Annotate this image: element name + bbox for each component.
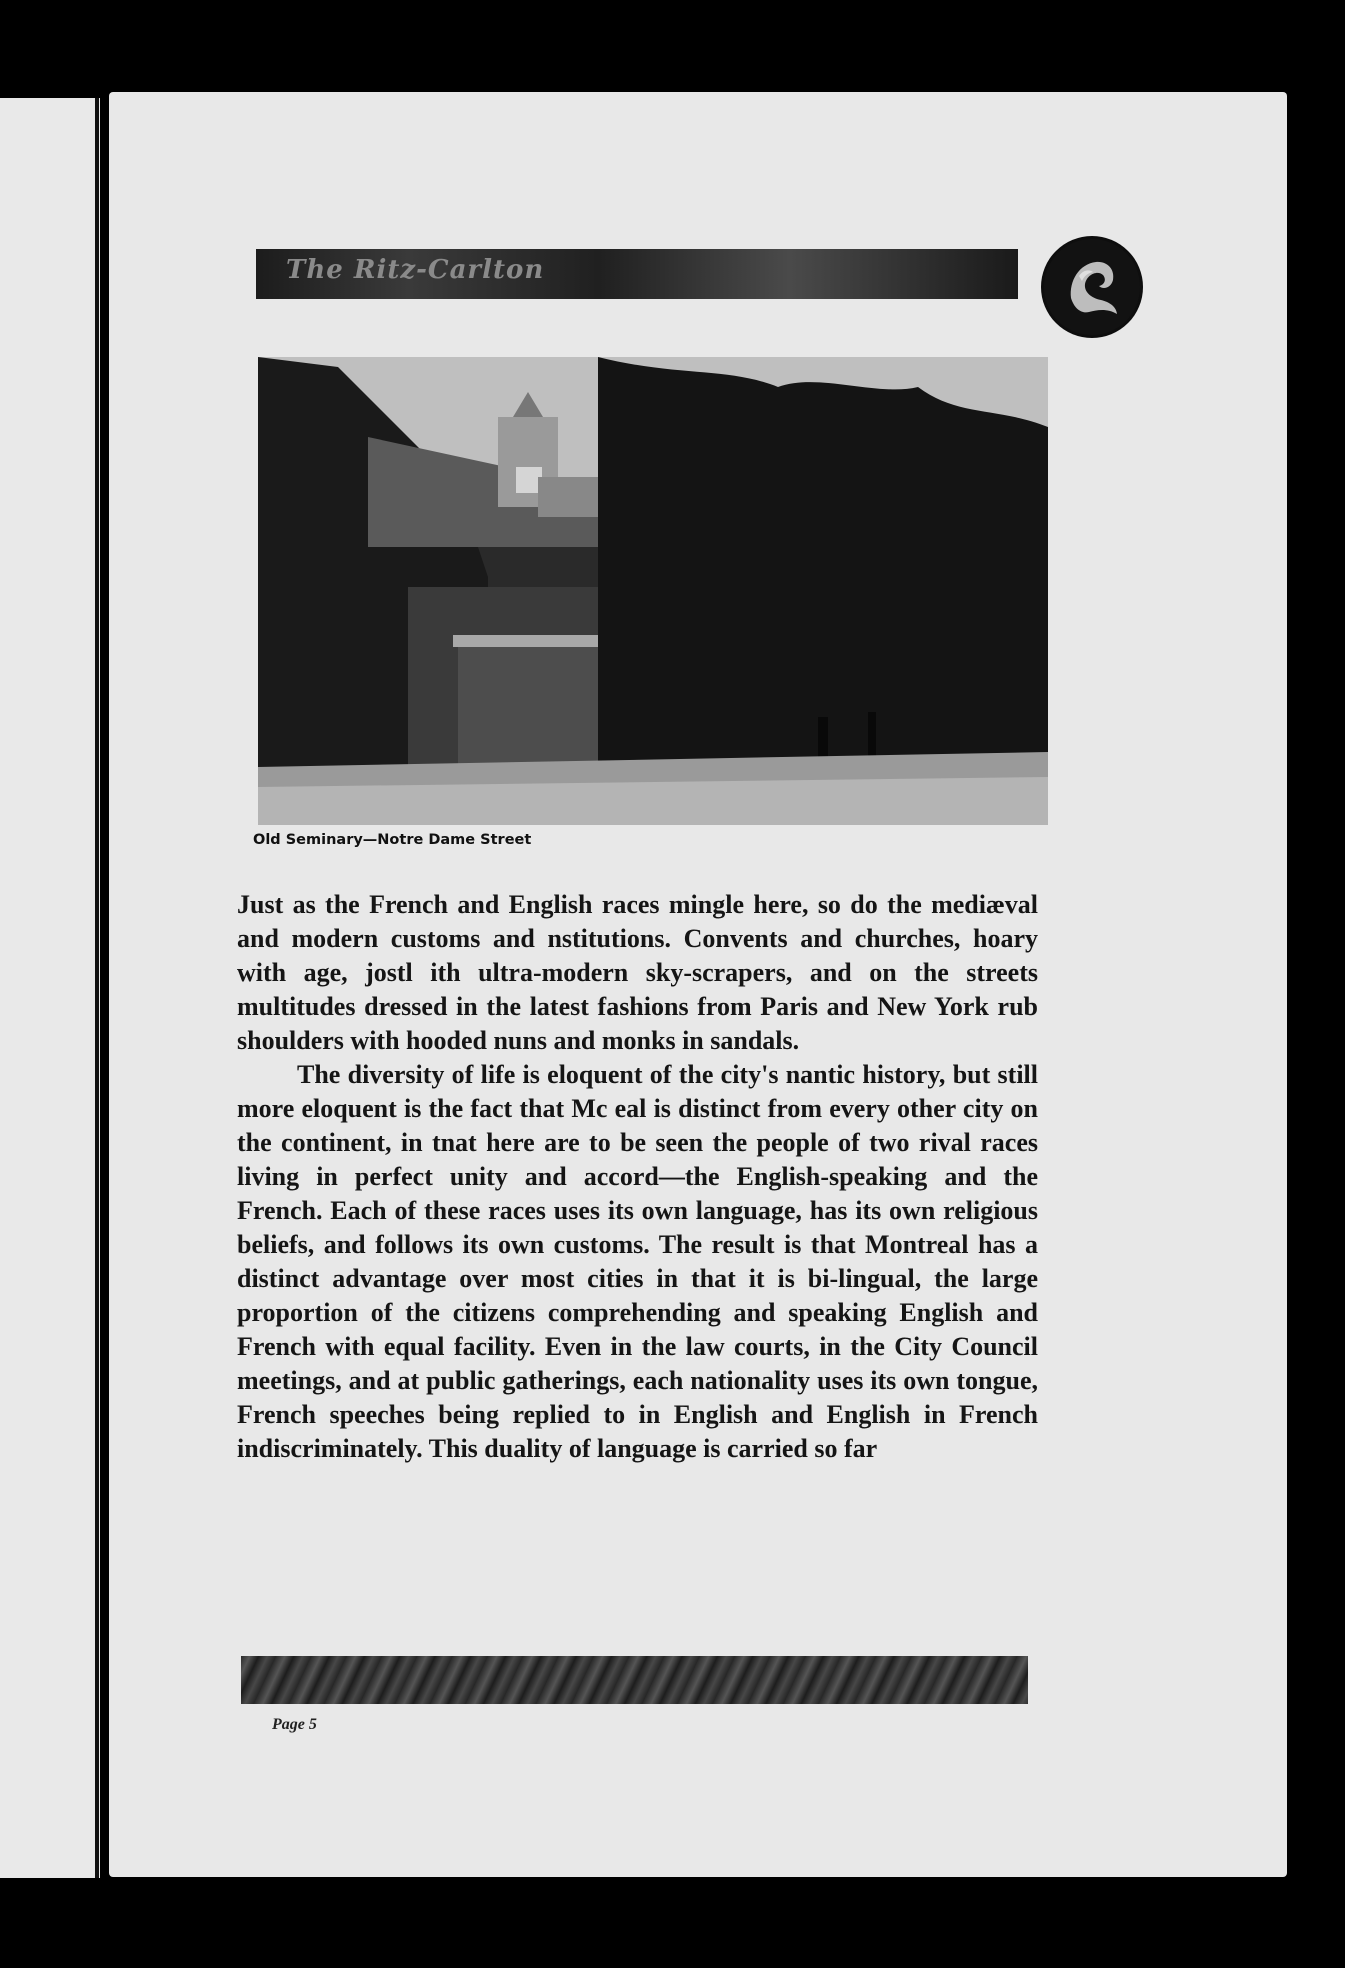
page — [109, 92, 1287, 1877]
footer-banner — [241, 1656, 1028, 1704]
header-banner — [256, 249, 1018, 299]
book-fold — [95, 98, 99, 1878]
lion-crest-icon — [1041, 236, 1143, 338]
photo-caption: Old Seminary—Notre Dame Street — [253, 832, 532, 848]
paragraph-2: The diversity of life is eloquent of the city's nantic history, but still more eloquent is the fact that Mc eal is distinct from every other city on the continent, in tnat here are to be seen the people of two rival races living in perfect unity and accord—the English-speaking and the French. Each of these races uses its own language, has its own religious beliefs, and follows its own customs. The result is that Montreal has a distinct advantage over most cities in that it is bi-lingual, the large proportion of the citizens comprehending and speaking English and French with equal facility. Even in the law courts, in the City Council meetings, and at public gatherings, each nationality uses its own tongue, French speeches being replied to in English and English in French indiscriminately. This duality of language is carried so far — [237, 1060, 1038, 1463]
header-title: The Ritz-Carlton — [286, 255, 545, 285]
old-seminary-photo — [258, 357, 1048, 825]
left-page-edge — [0, 98, 100, 1878]
body-text — [237, 888, 1038, 1466]
page-number: Page 5 — [272, 1716, 317, 1733]
paragraph-1: Just as the French and English races mingle here, so do the mediæval and modern customs and nstitutions. Convents and churches, hoary with age, jostl ith ultra-modern sky-scrapers, and on the streets multitudes dressed in the latest fashions from Paris and New York rub shoulders with hooded nuns and monks in sandals. — [237, 890, 1038, 1055]
